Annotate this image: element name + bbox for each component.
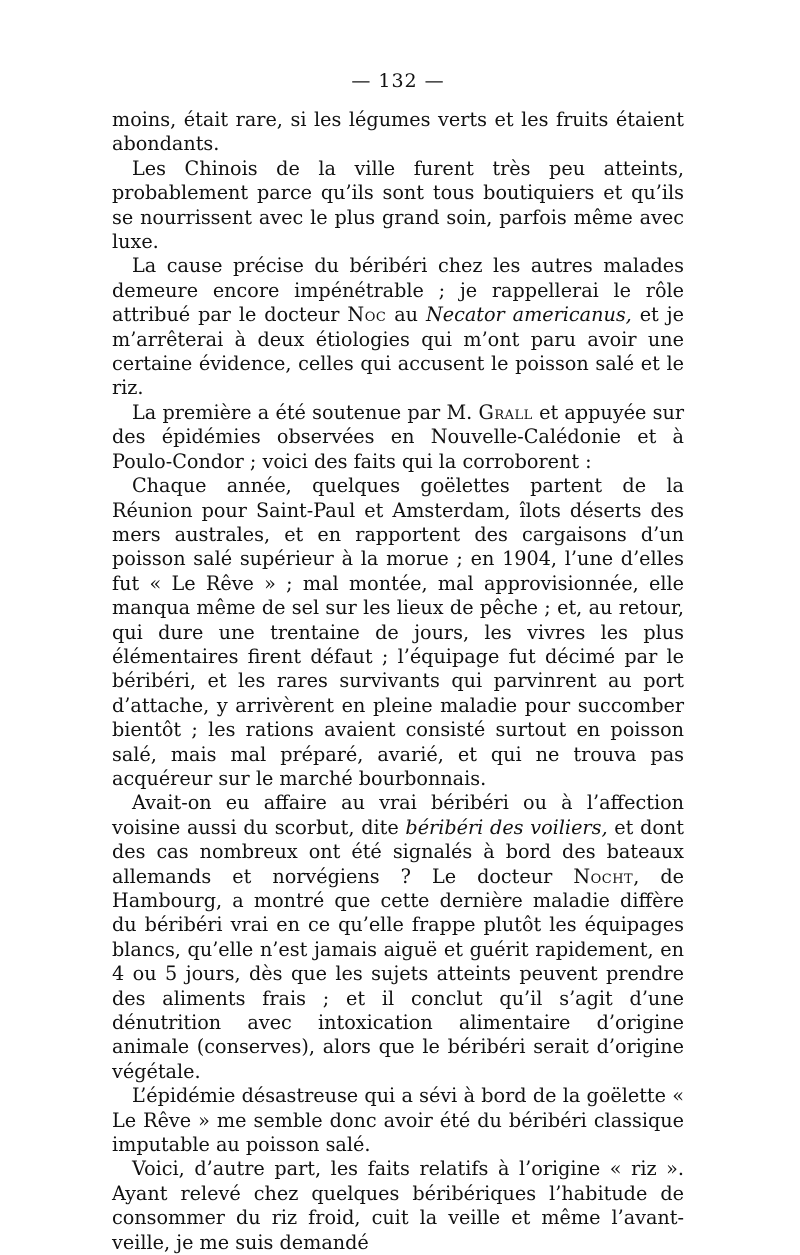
document-page xyxy=(112,70,684,1255)
small-caps-name: Nocht xyxy=(573,864,634,888)
page-number: — 132 — xyxy=(351,70,445,92)
paragraph xyxy=(112,1084,684,1157)
body-text xyxy=(112,108,684,1255)
paragraph xyxy=(112,108,684,157)
text-run: Chaque année, quelques goëlettes partent de la Réunion pour Saint-Paul et Amsterdam, îlots déserts des mers australes, et en rapportent des cargaisons d’un poisson salé supérieur à la morue ; en 1904, l’une d’elles fut « Le Rêve » ; mal montée, mal approvisionnée, elle manqua même de sel sur les lieux de pêche ; et, au retour, qui dure une trentaine de jours, les vivres les plus élémentaires firent défaut ; l’équipage fut décimé par le béribéri, et les rares survivants qui parvinrent au port d’attache, y arrivèrent en pleine maladie pour succomber bientôt ; les rations avaient consisté surtout en poisson salé, mais mal préparé, avarié, et qui ne trouva pas acquéreur sur le marché bourbonnais. xyxy=(112,474,684,790)
text-run: au xyxy=(386,303,426,327)
text-run: et dont des cas nombreux ont été signalés à bord des bateaux allemands et norvégiens ? Le docteur xyxy=(112,815,684,888)
paragraph xyxy=(112,791,684,1084)
text-run: L’épidémie désastreuse qui a sévi à bord de la goëlette « Le Rêve » me semble donc avoir été du béribéri classique imputable au poisson salé. xyxy=(112,1084,684,1157)
text-run: moins, était rare, si les légumes verts et les fruits étaient abondants. xyxy=(112,108,684,156)
text-run: Avait-on eu affaire au vrai béribéri ou à l’affection voisine aussi du scorbut, dite xyxy=(112,791,684,839)
text-run: et appuyée sur des épidémies observées en Nouvelle-Calédonie et à Poulo-Condor ; voici des faits qui la corroborent : xyxy=(112,400,684,473)
small-caps-name: Noc xyxy=(347,303,387,327)
text-run: La cause précise du béribéri chez les autres malades demeure encore impénétrable ; je rappellerai le rôle attribué par le docteur xyxy=(112,254,684,327)
paragraph xyxy=(112,1157,684,1255)
paragraph xyxy=(112,254,684,400)
small-caps-name: Grall xyxy=(478,400,533,424)
italic-term: béribéri des voiliers, xyxy=(405,815,608,839)
text-run: , de Hambourg, a montré que cette dernière maladie diffère du béribéri vrai en ce qu’elle frappe plutôt les équipages blancs, qu’elle n’est jamais aiguë et guérit rapidement, en 4 ou 5 jours, dès que les sujets atteints peuvent prendre des aliments frais ; et il conclut qu’il s’agit d’une dénutrition avec intoxication alimentaire d’origine animale (conserves), alors que le béribéri serait d’origine végétale. xyxy=(112,864,684,1083)
text-run: et je m’arrêterai à deux étiologies qui m’ont paru avoir une certaine évidence, celles qui accusent le poisson salé et le riz. xyxy=(112,303,684,400)
paragraph xyxy=(112,474,684,791)
paragraph xyxy=(112,157,684,255)
text-run: La première a été soutenue par M. xyxy=(132,400,479,424)
text-run: Les Chinois de la ville furent très peu atteints, probablement parce qu’ils sont tous boutiquiers et qu’ils se nourrissent avec le plus grand soin, parfois même avec luxe. xyxy=(112,156,684,254)
italic-term: Necator americanus, xyxy=(425,303,632,327)
text-run: Voici, d’autre part, les faits relatifs à l’origine « riz ». Ayant relevé chez quelques béribériques l’habitude de consommer du riz froid, cuit la veille et même l’avant-veille, je me suis demandé xyxy=(112,1157,684,1254)
paragraph xyxy=(112,401,684,474)
